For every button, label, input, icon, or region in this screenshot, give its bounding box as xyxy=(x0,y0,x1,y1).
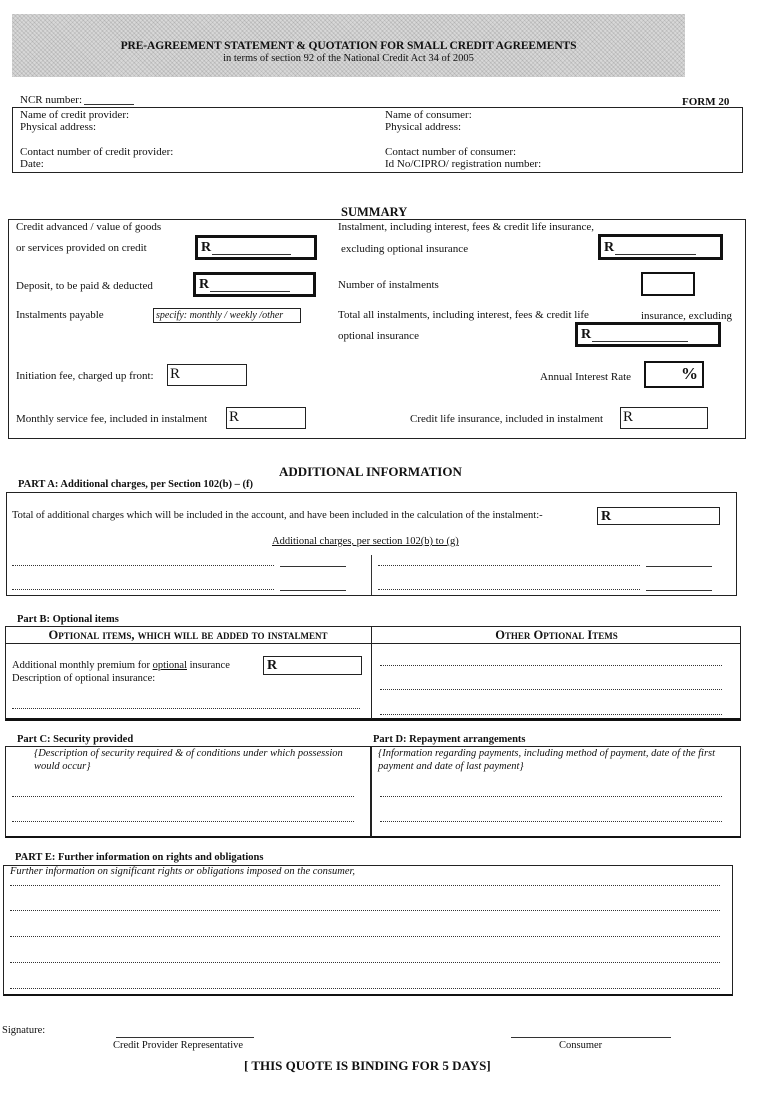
rand-symbol: R xyxy=(581,327,592,342)
part-a-line-4-desc[interactable] xyxy=(378,589,640,590)
initiation-fee-label: Initiation fee, charged up front: xyxy=(16,370,154,382)
consumer-name-label[interactable]: Name of consumer: xyxy=(385,109,472,121)
part-a-line-3-amount[interactable] xyxy=(646,566,712,567)
date-label[interactable]: Date: xyxy=(20,158,44,170)
annual-interest-field[interactable] xyxy=(644,361,704,388)
optional-premium-label: Additional monthly premium for optional insurance xyxy=(12,660,230,671)
rand-symbol: R xyxy=(201,240,212,255)
monthly-service-fee-label: Monthly service fee, included in instalment xyxy=(16,413,208,425)
rand-symbol: R xyxy=(199,277,210,292)
provider-signature-label: Credit Provider Representative xyxy=(113,1040,244,1051)
credit-life-label: Credit life insurance, included in instalment xyxy=(410,413,604,425)
part-e-line-4[interactable] xyxy=(10,962,720,963)
part-c-description: {Description of security required & of conditions under which possession would occur} xyxy=(34,748,343,772)
part-e-heading: PART E: Further information on rights and obligations xyxy=(15,852,264,863)
part-c-line-1[interactable] xyxy=(12,796,354,797)
initiation-fee-field[interactable] xyxy=(167,364,247,386)
percent-symbol: % xyxy=(681,364,698,383)
other-optional-item-3[interactable] xyxy=(380,714,722,715)
part-a-sub-heading: Additional charges, per section 102(b) to (g) xyxy=(272,536,459,547)
instalment-field[interactable] xyxy=(598,234,723,260)
part-e-description: Further information on significant rights or obligations imposed on the consumer, xyxy=(10,866,356,877)
part-a-line-2-desc[interactable] xyxy=(12,589,274,590)
part-a-heading: PART A: Additional charges, per Section 102(b) – (f) xyxy=(18,479,254,490)
credit-life-field[interactable] xyxy=(620,407,708,429)
optional-insurance-description-field[interactable] xyxy=(12,708,360,709)
provider-name-label[interactable]: Name of credit provider: xyxy=(20,109,130,121)
form-number: FORM 20 xyxy=(682,96,730,108)
form-subtitle: in terms of section 92 of the National Credit Act 34 of 2005 xyxy=(223,53,474,64)
part-e-line-2[interactable] xyxy=(10,910,720,911)
part-d-line-2[interactable] xyxy=(380,821,722,822)
part-b-right-header: Other Optional Items xyxy=(495,628,618,642)
signature-label: Signature: xyxy=(2,1025,46,1036)
rand-symbol: R xyxy=(229,409,240,425)
part-a-total-label: Total of additional charges which will be included in the account, and have been included in the calculation of the instalment:- xyxy=(12,510,543,521)
total-instalments-field[interactable] xyxy=(575,322,721,347)
credit-advanced-label-2: or services provided on credit xyxy=(16,242,147,254)
instalment-label-1: Instalment, including interest, fees & credit life insurance, xyxy=(338,221,594,233)
number-of-instalments-field[interactable] xyxy=(641,272,695,296)
rand-symbol: R xyxy=(623,409,634,425)
part-a-line-2-amount[interactable] xyxy=(280,590,346,591)
part-d-heading: Part D: Repayment arrangements xyxy=(373,734,526,745)
monthly-service-fee-field[interactable] xyxy=(226,407,306,429)
other-optional-item-1[interactable] xyxy=(380,665,722,666)
part-e-line-3[interactable] xyxy=(10,936,720,937)
provider-address-label[interactable]: Physical address: xyxy=(20,121,97,133)
credit-advanced-field[interactable] xyxy=(195,235,317,260)
part-a-line-1-desc[interactable] xyxy=(12,565,274,566)
instalments-payable-frequency-field[interactable]: specify: monthly / weekly /other xyxy=(153,308,301,323)
credit-advanced-label-1: Credit advanced / value of goods xyxy=(16,221,162,233)
part-e-line-1[interactable] xyxy=(10,885,720,886)
part-a-divider xyxy=(371,555,372,595)
binding-notice: [ THIS QUOTE IS BINDING FOR 5 DAYS] xyxy=(244,1058,491,1073)
part-b-heading: Part B: Optional items xyxy=(17,614,119,625)
part-b-header-divider xyxy=(5,643,741,644)
rand-symbol: R xyxy=(170,366,181,382)
part-c-line-2[interactable] xyxy=(12,821,354,822)
instalments-payable-label: Instalments payable xyxy=(16,309,104,321)
part-a-line-3-desc[interactable] xyxy=(378,565,640,566)
number-of-instalments-label: Number of instalments xyxy=(338,279,439,291)
provider-signature-line[interactable] xyxy=(116,1037,254,1038)
total-instalments-label-1a: Total all instalments, including interest, fees & credit life xyxy=(338,309,589,321)
total-instalments-label-1b: insurance, excluding xyxy=(641,310,733,322)
part-d-line-1[interactable] xyxy=(380,796,722,797)
deposit-label: Deposit, to be paid & deducted xyxy=(16,280,153,292)
deposit-field[interactable] xyxy=(193,272,316,297)
rand-symbol: R xyxy=(267,658,278,673)
part-e-line-5[interactable] xyxy=(10,988,720,989)
ncr-number-field[interactable] xyxy=(84,104,134,105)
consumer-contact-label[interactable]: Contact number of consumer: xyxy=(385,146,517,158)
part-c-heading: Part C: Security provided xyxy=(17,734,134,745)
consumer-address-label[interactable]: Physical address: xyxy=(385,121,462,133)
part-a-total-field[interactable] xyxy=(597,507,720,525)
title-banner xyxy=(12,14,685,77)
part-a-line-1-amount[interactable] xyxy=(280,566,346,567)
optional-insurance-description-label: Description of optional insurance: xyxy=(12,673,156,684)
rand-symbol: R xyxy=(601,509,612,524)
additional-info-title: ADDITIONAL INFORMATION xyxy=(279,464,462,479)
annual-interest-label: Annual Interest Rate xyxy=(540,371,632,383)
optional-premium-field[interactable] xyxy=(263,656,362,675)
provider-contact-label[interactable]: Contact number of credit provider: xyxy=(20,146,174,158)
form-title: PRE-AGREEMENT STATEMENT & QUOTATION FOR SMALL CREDIT AGREEMENTS xyxy=(120,40,577,52)
consumer-signature-line[interactable] xyxy=(511,1037,671,1038)
part-a-line-4-amount[interactable] xyxy=(646,590,712,591)
summary-title: SUMMARY xyxy=(341,205,408,219)
ncr-label: NCR number: xyxy=(20,94,83,106)
rand-symbol: R xyxy=(604,240,615,255)
part-b-left-header: Optional items, which will be added to instalment xyxy=(48,628,328,642)
consumer-id-label[interactable]: Id No/CIPRO/ registration number: xyxy=(385,158,542,170)
consumer-signature-label: Consumer xyxy=(559,1040,603,1051)
part-d-description: {Information regarding payments, including method of payment, date of the first payment and date of last payment} xyxy=(378,748,716,772)
other-optional-item-2[interactable] xyxy=(380,689,722,690)
instalment-label-2: excluding optional insurance xyxy=(341,243,469,255)
total-instalments-label-2: optional insurance xyxy=(338,330,419,342)
